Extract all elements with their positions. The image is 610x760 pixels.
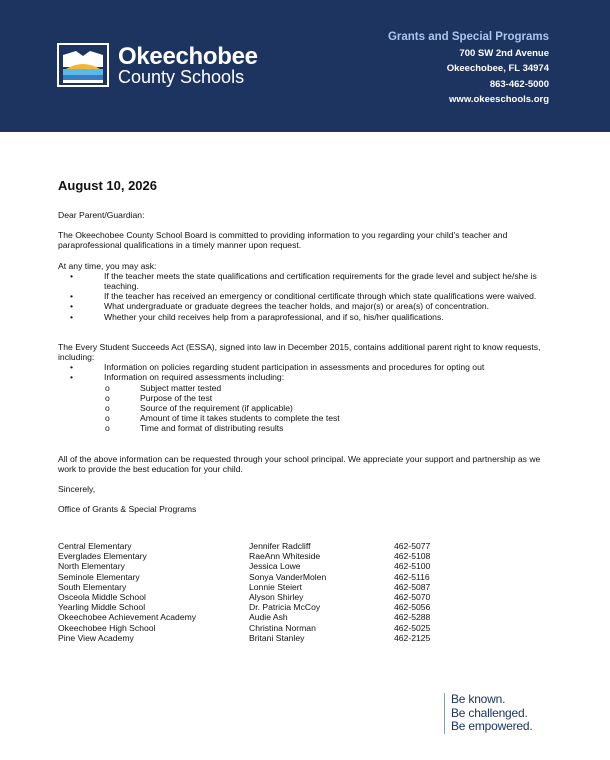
list-item xyxy=(58,271,558,291)
table-row xyxy=(58,541,478,551)
list-item-text: Whether your child receives help from a paraprofessional, and if so, his/her qualifications. xyxy=(104,311,444,322)
letterhead-banner xyxy=(0,0,610,132)
list-item-text: Time and format of distributing results xyxy=(140,423,284,434)
sub-bullet-mark: o xyxy=(105,413,110,424)
list-item xyxy=(58,413,558,423)
letter-date: August 10, 2026 xyxy=(58,178,157,193)
office-name: Office of Grants & Special Programs xyxy=(58,504,197,515)
bullet-mark: • xyxy=(70,372,74,383)
essa-paragraph: The Every Student Succeeds Act (ESSA), signed into law in December 2015, contains additional parent right to know requests, including: xyxy=(58,341,541,363)
list-item xyxy=(58,301,558,311)
contact-name: Sonya VanderMolen xyxy=(249,571,327,582)
closing-paragraph: All of the above information can be requested through your school principal. We appreciate your support and partnership as we work to provide the best education for your child. xyxy=(58,453,541,474)
contact-block xyxy=(388,30,549,108)
contact-phone: 462-5087 xyxy=(394,581,431,592)
table-row xyxy=(58,592,478,602)
contact-name: Britani Stanley xyxy=(249,632,305,643)
bullet-mark: • xyxy=(70,362,74,373)
school-name: Osceola Middle School xyxy=(58,591,146,602)
school-name: Central Elementary xyxy=(58,541,132,551)
contact-phone: 462-5100 xyxy=(394,561,431,572)
list-item xyxy=(58,372,558,382)
school-district-logo-icon xyxy=(57,43,109,87)
table-row xyxy=(58,633,478,643)
assessment-list xyxy=(58,383,558,434)
list-item-text: Information on policies regarding student participation in assessments and procedures for opting out xyxy=(104,362,485,373)
tagline-line1: Be known. xyxy=(451,692,506,706)
department-name: Grants and Special Programs xyxy=(387,31,549,43)
list-item-text: If the teacher meets the state qualifications and certification requirements for the grade level and subject he/she is teaching. xyxy=(104,270,537,292)
contact-name: Audie Ash xyxy=(249,612,288,623)
contact-phone: 462-5116 xyxy=(394,571,430,582)
tagline-line3: Be empowered. xyxy=(451,719,533,733)
school-name: Seminole Elementary xyxy=(58,571,140,582)
bullet-mark: • xyxy=(70,311,74,322)
contact-name: Christina Norman xyxy=(249,622,316,633)
contact-phone: 462-5056 xyxy=(394,602,431,613)
sub-bullet-mark: o xyxy=(105,382,110,393)
contact-phone: 462-5077 xyxy=(394,541,431,551)
school-name: North Elementary xyxy=(58,561,125,572)
school-name: South Elementary xyxy=(58,581,127,592)
contact-name: Jennifer Radcliff xyxy=(249,541,311,551)
table-row xyxy=(58,561,478,571)
bullet-mark: • xyxy=(70,291,74,302)
sub-bullet-mark: o xyxy=(105,403,110,414)
contact-name: Jessica Lowe xyxy=(249,561,301,572)
bullet-mark: • xyxy=(70,301,74,312)
city-state-zip: Okeechobee, FL 34974 xyxy=(446,63,549,74)
table-row xyxy=(58,602,478,612)
footer-tagline xyxy=(444,693,532,734)
list-item xyxy=(58,362,558,372)
sign-off: Sincerely, xyxy=(58,484,96,495)
contact-phone: 462-5025 xyxy=(394,622,431,633)
intro-paragraph: The Okeechobee County School Board is committed to providing information to you regarding your child’s teacher and paraprofessional qualifications in a timely manner upon request. xyxy=(58,230,508,251)
logo-name-line1: Okeechobee xyxy=(118,43,258,70)
list-item xyxy=(58,312,558,322)
street-address: 700 SW 2nd Avenue xyxy=(459,47,549,59)
sub-bullet-mark: o xyxy=(105,392,110,403)
contact-phone: 462-5108 xyxy=(394,551,431,562)
school-name: Okeechobee High School xyxy=(58,622,156,633)
list-item xyxy=(58,393,558,403)
table-row xyxy=(58,551,478,561)
list-item-text: Amount of time it takes students to complete the test xyxy=(140,413,340,424)
contact-phone: 462-2125 xyxy=(394,632,431,643)
school-name: Yearling Middle School xyxy=(58,602,146,613)
essa-list xyxy=(58,362,558,382)
contact-phone: 462-5070 xyxy=(394,591,431,602)
letter-body xyxy=(58,210,558,514)
contact-name: Dr. Patricia McCoy xyxy=(249,602,321,613)
list-item-text: Source of the requirement (if applicable) xyxy=(140,403,293,414)
list-item xyxy=(58,291,558,301)
contacts-table xyxy=(58,541,478,643)
salutation: Dear Parent/Guardian: xyxy=(58,210,145,220)
sub-bullet-mark: o xyxy=(105,423,110,434)
table-row xyxy=(58,572,478,582)
logo-name-line2: County Schools xyxy=(118,67,245,87)
phone-number: 863-462-5000 xyxy=(489,78,549,90)
contact-name: Alyson Shirley xyxy=(249,591,304,602)
list-item xyxy=(58,423,558,433)
contact-name: Lonnie Steiert xyxy=(249,581,303,592)
list-item-text: What undergraduate or graduate degrees the teacher holds, and major(s) or area(s) of concentration. xyxy=(104,301,490,312)
table-row xyxy=(58,582,478,592)
list-item-text: Purpose of the test xyxy=(140,392,213,403)
list-item-text: Subject matter tested xyxy=(140,382,222,393)
table-row xyxy=(58,612,478,622)
bullet-mark: • xyxy=(70,270,74,281)
ask-list xyxy=(58,271,558,322)
website-link[interactable]: www.okeeschools.org xyxy=(449,94,549,105)
contact-name: RaeAnn Whiteside xyxy=(249,551,321,562)
list-item-text: If the teacher has received an emergency or conditional certificate through which state qualifications were waived. xyxy=(104,291,537,302)
ask-intro: At any time, you may ask: xyxy=(58,260,157,271)
list-item xyxy=(58,403,558,413)
table-row xyxy=(58,623,478,633)
list-item-text: Information on required assessments including: xyxy=(104,372,285,383)
contact-phone: 462-5288 xyxy=(394,612,431,623)
school-name: Okeechobee Achievement Academy xyxy=(58,612,197,623)
list-item xyxy=(58,383,558,393)
school-name: Pine View Academy xyxy=(58,632,134,643)
tagline-line2: Be challenged. xyxy=(451,705,528,720)
school-name: Everglades Elementary xyxy=(58,551,147,562)
